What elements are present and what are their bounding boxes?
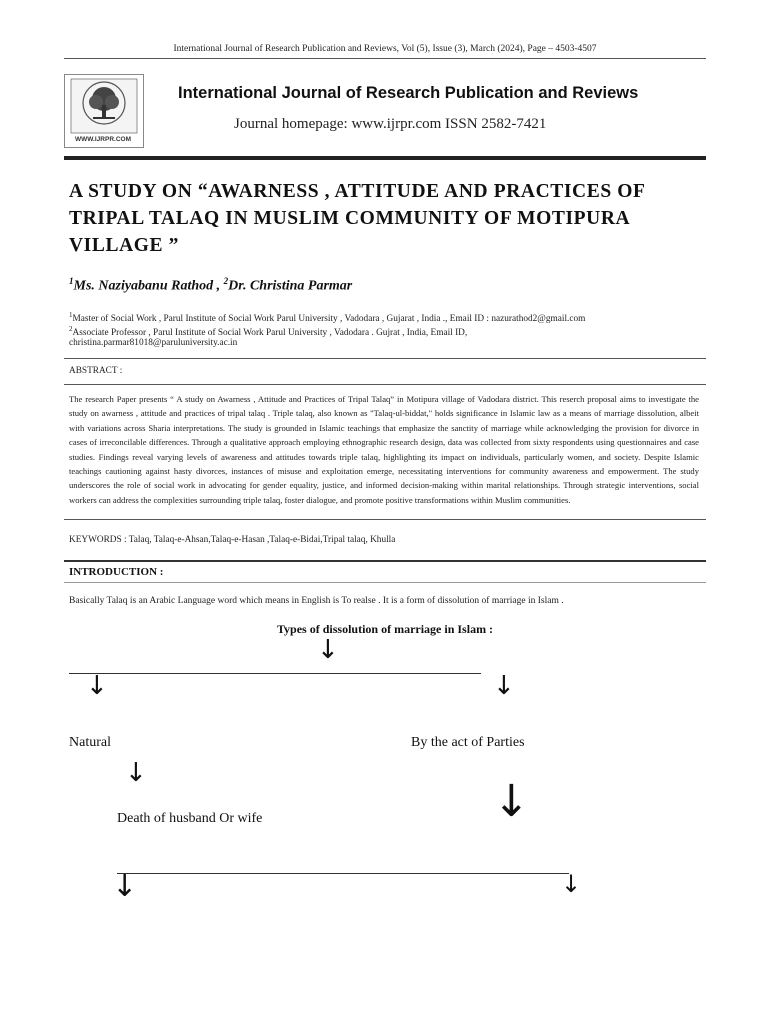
author-2-name: Dr. Christina Parmar	[228, 278, 353, 294]
masthead-rule	[64, 156, 706, 160]
down-arrow-icon: ↓	[493, 776, 530, 827]
tree-logo-icon	[65, 75, 143, 137]
journal-name: International Journal of Research Publication and Reviews	[178, 84, 639, 102]
keywords: KEYWORDS : Talaq, Talaq-e-Ahsan,Talaq-e-Hasan ,Talaq-e-Bidai,Tripal talaq, Khulla	[69, 535, 396, 545]
keywords-rule	[64, 560, 706, 562]
author-1-number: 1	[69, 276, 74, 286]
abstract-label: ABSTRACT :	[69, 366, 123, 376]
diagram-title: Types of dissolution of marriage in Islam :	[276, 622, 494, 636]
down-arrow-icon: ↓	[125, 758, 147, 788]
title-line: VILLAGE ”	[69, 235, 179, 256]
journal-homepage: Journal homepage: www.ijrpr.com ISSN 2582-7421	[234, 116, 547, 132]
affiliation-text: Associate Professor , Parul Institute of Social Work Parul University , Vadodara . Gujrat , India, Email ID,	[72, 328, 468, 339]
title-line: TRIPAL TALAQ IN MUSLIM COMMUNITY OF MOTIPURA	[69, 208, 631, 229]
down-arrow-icon: ↓	[561, 870, 582, 898]
node-death-of-husband-or-wife: Death of husband Or wife	[117, 811, 263, 826]
node-by-act-of-parties: By the act of Parties	[411, 735, 525, 750]
abstract-top-rule	[64, 358, 706, 359]
affiliation-number: 1	[69, 311, 73, 319]
introduction-heading: INTRODUCTION :	[69, 566, 164, 578]
paper-title	[69, 178, 709, 259]
author-1-name: Ms. Naziyabanu Rathod ,	[73, 278, 224, 294]
introduction-rule	[64, 582, 706, 583]
title-line: A STUDY ON “AWARNESS , ATTITUDE AND PRACTICES OF	[69, 181, 646, 202]
introduction-text: Basically Talaq is an Arabic Language word which means in English is To realse . It is a form of dissolution of marriage in Islam .	[69, 596, 564, 606]
down-arrow-icon: ↓	[493, 671, 515, 701]
down-arrow-icon: ↓	[317, 635, 339, 665]
abstract-text: The research Paper presents “ A study on Awarness , Attitude and Practices of Tripal Talaq” in Motipura village of Vadodara district. This reserch proposal aims to investigate the study on awarness , attitude and practices of tripal talaq . Triple talaq, also known as "Talaq-ul-biddat," holds significance in Islamic law as a means of marriage dissolution, albeit with variations across Sharia interpretations. The study is grounded in Islamic teachings that emphasize the sanctity of marriage while acknowledging the provision for divorce in cases of irreconcilable differences. Through a qualitative approach employing ethnographic research design, data was collected from sixty respondents using questionnaires and case studies. Findings reveal varying levels of awareness and attitudes towards triple talaq, highlighting its impact on individuals, particularly women, and society. Despite Islamic teachings cautioning against hasty divorces, instances of misuse and exploitation emerge, necessitating interventions for community awareness and empowerment. The study underscores the role of social work in advocating for gender equality, justice, and informed decision-making within marital relationships. Through strategic interventions, social workers can address the complexities surrounding triple talaq, foster dialogue, and promote positive transformations within Muslim communities.	[69, 394, 699, 505]
abstract-label-rule	[64, 384, 706, 385]
logo-url: WWW.IJRPR.COM	[75, 136, 131, 143]
running-header: International Journal of Research Publication and Reviews, Vol (5), Issue (3), March (2024), Page – 4503-4507	[173, 44, 597, 54]
branch-line	[117, 873, 569, 874]
author-line	[69, 276, 352, 295]
down-arrow-icon: ↓	[86, 671, 108, 701]
down-arrow-icon: ↓	[112, 869, 138, 904]
header-rule	[64, 58, 706, 59]
abstract-bottom-rule	[64, 519, 706, 520]
affiliation-email: christina.parmar81018@paruluniversity.ac.in	[69, 338, 238, 348]
author-2-number: 2	[223, 276, 229, 286]
affiliation-3	[69, 337, 709, 350]
affiliation-number: 2	[69, 325, 73, 333]
branch-line	[69, 673, 481, 674]
affiliation-text: Master of Social Work , Parul Institute of Social Work Parul University , Vadodara , Gujarat , India ., Email ID : nazurathod2@gmail.com	[72, 314, 586, 325]
node-natural: Natural	[69, 735, 111, 750]
